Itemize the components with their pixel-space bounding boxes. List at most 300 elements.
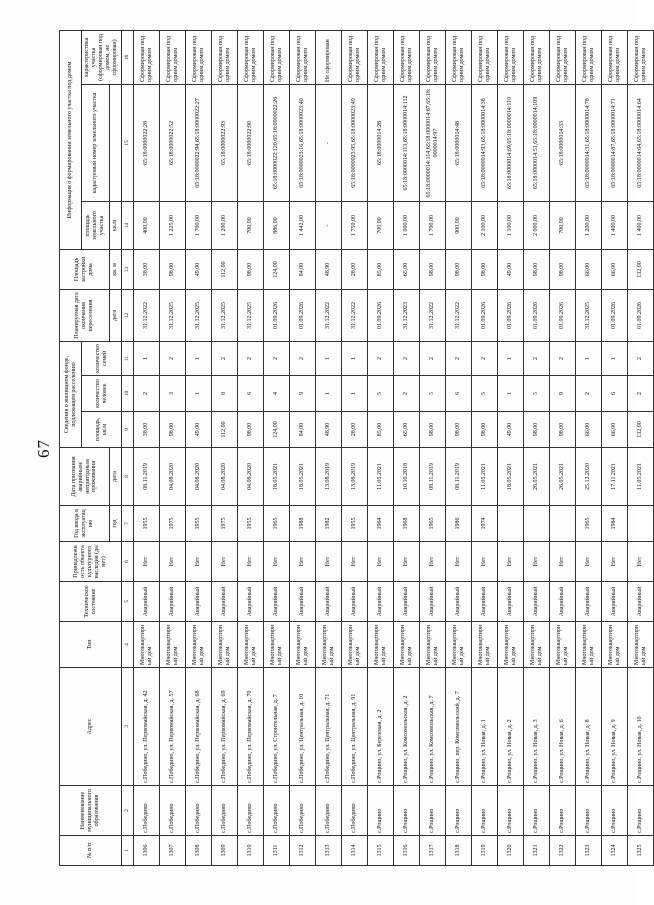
cell-num: 1316 <box>394 836 420 866</box>
column-number-row <box>122 30 134 865</box>
header-land: Информация о формировании земельного участка под домом <box>60 30 82 249</box>
cell-type: Многоквартирный дом <box>264 622 290 668</box>
table-row <box>472 30 498 865</box>
cell-year <box>628 506 654 542</box>
cell-address: с.Победино, ул. Первомайская, д. 57 <box>160 668 186 786</box>
column-number: 6 <box>122 542 134 582</box>
cell-area: 66,00 <box>602 412 628 448</box>
cell-area-built: 49,00 <box>186 249 212 289</box>
table-row <box>446 30 472 865</box>
cell-emergency-date: 11.05.2021 <box>628 448 654 506</box>
cell-municipality: с.Победино <box>342 786 368 836</box>
cell-tech-state: Аварийный <box>134 582 160 622</box>
cell-planned-date: 01.09.2026 <box>550 289 576 341</box>
cell-num: 1317 <box>420 836 446 866</box>
table-row <box>602 30 628 865</box>
cell-land-area: 700,00 <box>368 201 394 249</box>
header-fund: Сведения о жилищном фонде, подлежащем расселению <box>60 341 82 447</box>
cell-land-area: 400,00 <box>134 201 160 249</box>
column-number: 5 <box>122 582 134 622</box>
cell-address: с.Победино, ул. Центральная, д. 91 <box>342 668 368 786</box>
cell-tech-state: Аварийный <box>550 582 576 622</box>
cell-year <box>524 506 550 542</box>
cell-municipality: с.Рощино <box>498 786 524 836</box>
cell-address: с.Рощино, ул. Новая, д. 8 <box>576 668 602 786</box>
cell-num: 1313 <box>316 836 342 866</box>
column-number: 13 <box>122 249 134 289</box>
cell-area-built: 112,00 <box>212 249 238 289</box>
cell-area: 28,00 <box>342 412 368 448</box>
cell-area: 98,00 <box>550 412 576 448</box>
cell-municipality: с.Рощино <box>628 786 654 836</box>
cell-culture: Нет <box>134 542 160 582</box>
cell-municipality: с.Рощино <box>576 786 602 836</box>
cell-emergency-date: 18.05.2021 <box>264 448 290 506</box>
cell-emergency-date: 13.08.2019 <box>316 448 342 506</box>
cell-area: 66,00 <box>576 412 602 448</box>
cell-land-area: 1 200,00 <box>576 201 602 249</box>
cell-address: с.Рощино, ул. Новая, д. 2 <box>498 668 524 786</box>
cell-num: 1318 <box>446 836 472 866</box>
cell-families: 2 <box>290 341 316 375</box>
cell-area-built: 98,00 <box>420 249 446 289</box>
header-municipality: Наименование муниципального образования <box>60 786 122 836</box>
cell-emergency-date: 13.08.2019 <box>342 448 368 506</box>
cell-cadastral: 65:18:0000014:51,65:18:0000014:109 <box>524 84 550 201</box>
cell-cadastral: 65:18:0000014:48 <box>446 84 472 201</box>
cell-characteristic: Сформирован под одним домом <box>498 30 524 84</box>
cell-culture: Нет <box>498 542 524 582</box>
cell-type: Многоквартирный дом <box>498 622 524 668</box>
cell-type: Многоквартирный дом <box>316 622 342 668</box>
cell-emergency-date: 26.05.2021 <box>524 448 550 506</box>
cell-municipality: с.Рощино <box>394 786 420 836</box>
table-row <box>316 30 342 865</box>
table-row <box>420 30 446 865</box>
cell-families: 2 <box>264 341 290 375</box>
table-row <box>368 30 394 865</box>
page-number: 67 <box>34 439 53 458</box>
cell-families: 2 <box>368 341 394 375</box>
cell-address: с.Рощино, ул. Новая, д. 1 <box>472 668 498 786</box>
cell-land-area: 886,00 <box>264 201 290 249</box>
cell-type: Многоквартирный дом <box>550 622 576 668</box>
table-row <box>186 30 212 865</box>
cell-culture: Нет <box>446 542 472 582</box>
cell-emergency-date: 18.05.2021 <box>290 448 316 506</box>
cell-municipality: с.Рощино <box>420 786 446 836</box>
cell-families: 2 <box>212 341 238 375</box>
cell-planned-date: 01.09.2026 <box>498 289 524 341</box>
cell-characteristic: Сформирован под одним домом <box>446 30 472 84</box>
cell-characteristic: Сформирован под одним домом <box>628 30 654 84</box>
cell-people: 1 <box>186 376 212 412</box>
cell-area: 98,00 <box>160 412 186 448</box>
cell-culture: Нет <box>472 542 498 582</box>
cell-area-built: 98,00 <box>446 249 472 289</box>
cell-characteristic: Сформирован под одним домом <box>342 30 368 84</box>
cell-land-area: 1 225,00 <box>160 201 186 249</box>
cell-emergency-date: 18.05.2021 <box>498 448 524 506</box>
cell-area-built: 98,00 <box>238 249 264 289</box>
cell-culture: Нет <box>238 542 264 582</box>
cell-families: 1 <box>498 341 524 375</box>
cell-people: 2 <box>394 376 420 412</box>
cell-land-area: - <box>316 201 342 249</box>
cell-area: 124,00 <box>264 412 290 448</box>
cell-tech-state: Аварийный <box>368 582 394 622</box>
cell-people: 5 <box>524 376 550 412</box>
cell-address: с.Победино, ул. Центральная, д. 71 <box>316 668 342 786</box>
column-number: 4 <box>122 622 134 668</box>
cell-municipality: с.Победино <box>160 786 186 836</box>
cell-families: 2 <box>550 341 576 375</box>
cell-families: 2 <box>524 341 550 375</box>
cell-area-built: 85,00 <box>368 249 394 289</box>
cell-families: 2 <box>446 341 472 375</box>
cell-people: 6 <box>238 376 264 412</box>
cell-address: с.Рощино, пер. Комсомольский, д. 7 <box>446 668 472 786</box>
cell-year: 1975 <box>212 506 238 542</box>
cell-area: 98,00 <box>420 412 446 448</box>
cell-area: 65,00 <box>394 412 420 448</box>
header-tech-state: Техническое состояние <box>60 582 122 622</box>
cell-area: 98,00 <box>238 412 264 448</box>
cell-people: 5 <box>368 376 394 412</box>
cell-address: с.Рощино, ул. Новая, д. 6 <box>550 668 576 786</box>
cell-year <box>498 506 524 542</box>
cell-culture: Нет <box>160 542 186 582</box>
header-num: № п/п <box>60 836 122 866</box>
cell-num: 1311 <box>264 836 290 866</box>
cell-characteristic: Сформирован под одним домом <box>550 30 576 84</box>
cell-area: 132,00 <box>628 412 654 448</box>
cell-people: 6 <box>446 376 472 412</box>
cell-people: 1 <box>342 376 368 412</box>
cell-year: 1984 <box>602 506 628 542</box>
cell-num: 1307 <box>160 836 186 866</box>
cell-cadastral: - <box>316 84 342 201</box>
cell-culture: Нет <box>290 542 316 582</box>
cell-emergency-date: 08.11.2019 <box>446 448 472 506</box>
table-row <box>524 30 550 865</box>
header-planned-unit: дата <box>110 289 122 341</box>
cell-characteristic: Сформирован под одним домом <box>524 30 550 84</box>
cell-type: Многоквартирный дом <box>134 622 160 668</box>
cell-area: 48,90 <box>316 412 342 448</box>
cell-land-area: 2 000,00 <box>524 201 550 249</box>
cell-tech-state: Аварийный <box>420 582 446 622</box>
cell-people: 2 <box>628 376 654 412</box>
cell-emergency-date: 25.12.2020 <box>576 448 602 506</box>
cell-land-area: 1 400,00 <box>628 201 654 249</box>
table-row <box>264 30 290 865</box>
cell-type: Многоквартирный дом <box>524 622 550 668</box>
header-year-unit: год <box>110 506 122 542</box>
cell-type: Многоквартирный дом <box>186 622 212 668</box>
cell-num: 1319 <box>472 836 498 866</box>
cell-type: Многоквартирный дом <box>446 622 472 668</box>
cell-area: 98,00 <box>446 412 472 448</box>
cell-emergency-date: 08.11.2019 <box>420 448 446 506</box>
table-body <box>134 30 654 865</box>
header-land-area: площадь земельного участка <box>82 201 110 249</box>
cell-area: 84,00 <box>290 412 316 448</box>
cell-people: 9 <box>550 376 576 412</box>
cell-cadastral: 65:18:0000014:33 <box>550 84 576 201</box>
cell-culture: Нет <box>394 542 420 582</box>
cell-land-area: 700,00 <box>550 201 576 249</box>
cell-families: 2 <box>238 341 264 375</box>
cell-families: 1 <box>186 341 212 375</box>
header-fund-area: площадь, кв.м <box>82 412 122 448</box>
cell-characteristic: Сформирован под одним домом <box>264 30 290 84</box>
cell-address: с.Победино, ул. Строительная, д. 7 <box>264 668 290 786</box>
cell-characteristic: Сформирован под одним домом <box>394 30 420 84</box>
cell-type: Многоквартирный дом <box>160 622 186 668</box>
cell-municipality: с.Рощино <box>472 786 498 836</box>
cell-type: Многоквартирный дом <box>212 622 238 668</box>
cell-tech-state: Аварийный <box>264 582 290 622</box>
cell-address: с.Победино, ул. Первомайская, д. 70 <box>238 668 264 786</box>
cell-num: 1315 <box>368 836 394 866</box>
cell-emergency-date: 11.05.2021 <box>472 448 498 506</box>
cell-emergency-date: 04.08.2020 <box>212 448 238 506</box>
cell-type: Многоквартирный дом <box>628 622 654 668</box>
cell-people: 1 <box>316 376 342 412</box>
cell-characteristic: Сформирован под одним домом <box>160 30 186 84</box>
cell-planned-date: 31.12.2025 <box>160 289 186 341</box>
cell-people: 5 <box>420 376 446 412</box>
cell-land-area: 1 400,00 <box>602 201 628 249</box>
column-number: 15 <box>122 84 134 201</box>
cell-cadastral: 65:18:0000014:64,65:18:0000014:64 <box>628 84 654 201</box>
cell-year <box>550 506 576 542</box>
cell-area: 98,00 <box>524 412 550 448</box>
cell-tech-state: Аварийный <box>628 582 654 622</box>
column-number: 2 <box>122 786 134 836</box>
cell-families: 2 <box>420 341 446 375</box>
cell-characteristic: Сформирован под одним домом <box>186 30 212 84</box>
cell-people: 2 <box>576 376 602 412</box>
cell-year: 1988 <box>290 506 316 542</box>
cell-year: 1965 <box>576 506 602 542</box>
cell-num: 1323 <box>576 836 602 866</box>
cell-municipality: с.Победино <box>212 786 238 836</box>
cell-planned-date: 01.09.2026 <box>264 289 290 341</box>
column-number: 10 <box>122 376 134 412</box>
cell-characteristic: Сформирован под одним домом <box>238 30 264 84</box>
header-year: Год ввода в эксплуатацию <box>60 506 110 542</box>
table-row <box>160 30 186 865</box>
cell-characteristic: Сформирован под одним домом <box>576 30 602 84</box>
cell-characteristic: Сформирован под одним домом <box>368 30 394 84</box>
cell-planned-date: 31.12.2025 <box>238 289 264 341</box>
cell-tech-state: Аварийный <box>576 582 602 622</box>
cell-municipality: с.Рощино <box>524 786 550 836</box>
cell-culture: Нет <box>524 542 550 582</box>
column-number: 3 <box>122 668 134 786</box>
cell-planned-date: 01.09.2026 <box>524 289 550 341</box>
cell-type: Многоквартирный дом <box>238 622 264 668</box>
cell-culture: Нет <box>628 542 654 582</box>
cell-land-area: 1 100,00 <box>498 201 524 249</box>
cell-people: 9 <box>290 376 316 412</box>
cell-cadastral: 65:18:0000022:93 <box>212 84 238 201</box>
column-number: 11 <box>122 341 134 375</box>
cell-year: 1968 <box>394 506 420 542</box>
cell-land-area: 1 750,00 <box>342 201 368 249</box>
cell-planned-date: 31.12.2022 <box>446 289 472 341</box>
cell-num: 1309 <box>212 836 238 866</box>
cell-emergency-date: 08.11.2019 <box>134 448 160 506</box>
cell-year: 1965 <box>420 506 446 542</box>
header-land-area-unit: кв.м <box>110 201 122 249</box>
cell-culture: Нет <box>420 542 446 582</box>
cell-tech-state: Аварийный <box>160 582 186 622</box>
cell-cadastral: 65:18:0000014:28 <box>368 84 394 201</box>
cell-cadastral: 65:18:0000014:113,65:18:0000014:112 <box>394 84 420 201</box>
cell-area-built: 48,90 <box>316 249 342 289</box>
cell-municipality: с.Победино <box>290 786 316 836</box>
cell-area: 85,00 <box>368 412 394 448</box>
cell-cadastral: 65:18:0000014:114,65:18:0000014:87,65:18:0000014:97 <box>420 84 446 201</box>
cell-culture: Нет <box>368 542 394 582</box>
table-row <box>628 30 654 865</box>
cell-planned-date: 31.12.2025 <box>576 289 602 341</box>
cell-planned-date: 31.12.2022 <box>342 289 368 341</box>
cell-characteristic: Сформирован под одним домом <box>602 30 628 84</box>
cell-cadastral: 65:18:0000022:90 <box>238 84 264 201</box>
cell-tech-state: Аварийный <box>212 582 238 622</box>
cell-num: 1321 <box>524 836 550 866</box>
cell-characteristic: Сформирован под одним домом <box>472 30 498 84</box>
cell-land-area: 1 200,00 <box>212 201 238 249</box>
cell-area-built: 132,00 <box>628 249 654 289</box>
cell-characteristic: Сформирован под одним домом <box>420 30 446 84</box>
cell-families: 1 <box>134 341 160 375</box>
table-row <box>498 30 524 865</box>
header-area-built: Площадь застройки дома <box>60 249 110 289</box>
cell-municipality: с.Победино <box>186 786 212 836</box>
cell-area-built: 28,00 <box>342 249 368 289</box>
cell-planned-date: 31.12.2022 <box>420 289 446 341</box>
cell-area: 49,00 <box>186 412 212 448</box>
cell-type: Многоквартирный дом <box>576 622 602 668</box>
cell-families: 1 <box>342 341 368 375</box>
cell-emergency-date: 11.05.2021 <box>368 448 394 506</box>
cell-planned-date: 01.09.2026 <box>472 289 498 341</box>
table-header <box>60 30 134 865</box>
cell-area: 38,00 <box>134 412 160 448</box>
cell-type: Многоквартирный дом <box>368 622 394 668</box>
table-row <box>550 30 576 865</box>
cell-tech-state: Аварийный <box>316 582 342 622</box>
header-planned: Планируемая дата окончания переселения <box>60 289 110 341</box>
resettlement-table <box>59 30 654 866</box>
cell-address: с.Рощино, ул. Новая, д. 3 <box>524 668 550 786</box>
cell-municipality: с.Победино <box>264 786 290 836</box>
cell-num: 1312 <box>290 836 316 866</box>
table-row <box>238 30 264 865</box>
cell-families: 1 <box>576 341 602 375</box>
cell-num: 1325 <box>628 836 654 866</box>
cell-families: 2 <box>160 341 186 375</box>
cell-year: 1974 <box>472 506 498 542</box>
cell-cadastral: 65:18:0000023:16,65:18:0000023:40 <box>290 84 316 201</box>
header-fund-families: количество семей <box>82 341 122 375</box>
cell-municipality: с.Победино <box>134 786 160 836</box>
cell-address: с.Рощино, ул. Новая, д. 9 <box>602 668 628 786</box>
cell-emergency-date: 04.08.2020 <box>186 448 212 506</box>
cell-address: с.Победино, ул. Первомайская, д. 42 <box>134 668 160 786</box>
cell-culture: Нет <box>212 542 238 582</box>
table-row <box>394 30 420 865</box>
cell-families: 2 <box>472 341 498 375</box>
cell-culture: Нет <box>342 542 368 582</box>
cell-year: 1955 <box>238 506 264 542</box>
cell-tech-state: Аварийный <box>238 582 264 622</box>
cell-families: 1 <box>602 341 628 375</box>
cell-area-built: 98,00 <box>524 249 550 289</box>
cell-tech-state: Аварийный <box>290 582 316 622</box>
cell-people: 2 <box>134 376 160 412</box>
cell-area-built: 84,00 <box>290 249 316 289</box>
header-fund-people: количество человек <box>82 376 122 412</box>
cell-tech-state: Аварийный <box>394 582 420 622</box>
cell-municipality: с.Рощино <box>550 786 576 836</box>
cell-tech-state: Аварийный <box>472 582 498 622</box>
column-number: 9 <box>122 412 134 448</box>
cell-culture: Нет <box>316 542 342 582</box>
cell-address: с.Победино, ул. Центральная, д. 10 <box>290 668 316 786</box>
cell-land-area: 700,00 <box>238 201 264 249</box>
header-cadastral: кадастровый номер земельного участка <box>82 84 110 201</box>
header-emergency: Дата признания аварийным/непригодным проживания <box>60 448 110 506</box>
cell-families: 1 <box>316 341 342 375</box>
cell-characteristic: Сформирован под одним домом <box>212 30 238 84</box>
cell-municipality: с.Рощино <box>446 786 472 836</box>
cell-tech-state: Аварийный <box>446 582 472 622</box>
cell-culture: Нет <box>576 542 602 582</box>
cell-area: 98,00 <box>472 412 498 448</box>
cell-people: 5 <box>472 376 498 412</box>
cell-type: Многоквартирный дом <box>290 622 316 668</box>
cell-area-built: 98,00 <box>160 249 186 289</box>
cell-area-built: 98,00 <box>550 249 576 289</box>
cell-people: 4 <box>264 376 290 412</box>
cell-cadastral: 65:18:0000022:28 <box>134 84 160 201</box>
cell-year: 1964 <box>368 506 394 542</box>
cell-planned-date: 31.12.2022 <box>316 289 342 341</box>
table-row <box>212 30 238 865</box>
cell-cadastral: 65:18:0000014:69,65:18:0000014:110 <box>498 84 524 201</box>
cell-area-built: 98,00 <box>472 249 498 289</box>
cell-land-area: 1 700,00 <box>420 201 446 249</box>
cell-tech-state: Аварийный <box>186 582 212 622</box>
column-number: 12 <box>122 289 134 341</box>
cell-address: с.Рощино, ул. Березовая, д. 2 <box>368 668 394 786</box>
cell-planned-date: 31.12.2025 <box>186 289 212 341</box>
cell-type: Многоквартирный дом <box>602 622 628 668</box>
header-type: Тип <box>60 622 122 668</box>
cell-year: 1955 <box>134 506 160 542</box>
column-number: 8 <box>122 448 134 506</box>
cell-emergency-date: 04.08.2020 <box>160 448 186 506</box>
header-cadastral-unit <box>110 84 122 201</box>
cell-cadastral: 65:18:0000023:95,65:18:0000023:49 <box>342 84 368 201</box>
cell-area-built: 65,00 <box>394 249 420 289</box>
